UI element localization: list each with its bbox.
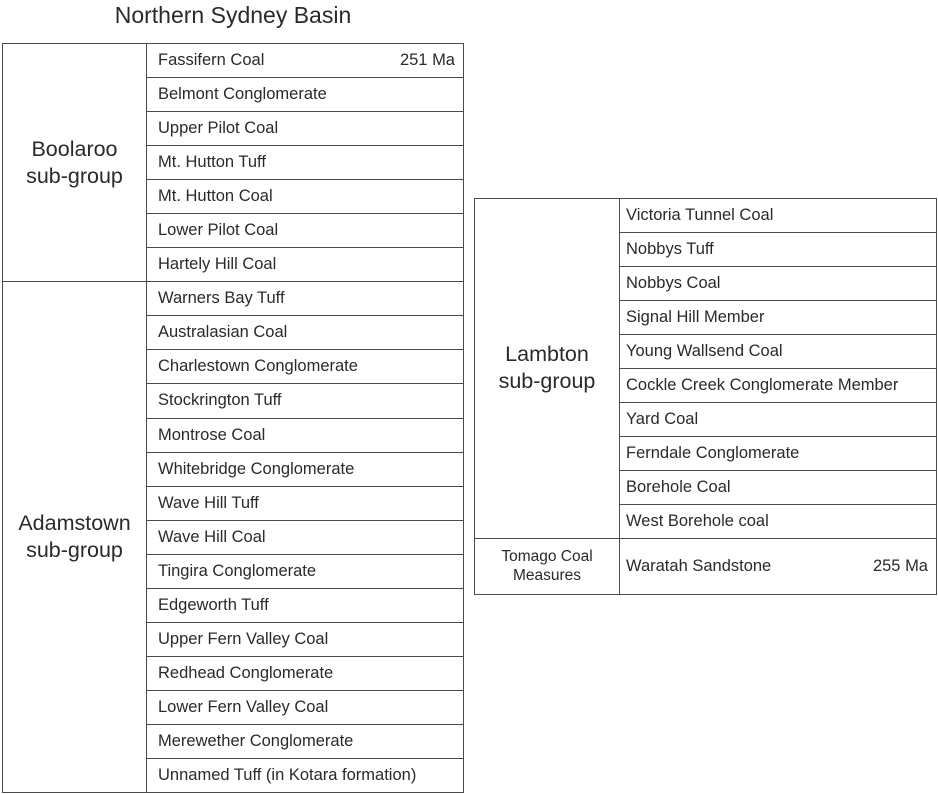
unit-name: Waratah Sandstone: [626, 556, 772, 575]
unit-row: [620, 505, 937, 539]
unit-row: [147, 384, 464, 418]
unit-row: [620, 369, 937, 403]
unit-name: West Borehole coal: [626, 511, 769, 530]
unit-row: [147, 589, 464, 623]
group-label-line1: Lambton: [505, 342, 589, 367]
unit-row: [147, 350, 464, 384]
unit-row: [147, 691, 464, 725]
unit-name: Belmont Conglomerate: [158, 85, 327, 104]
unit-row: [147, 759, 464, 793]
unit-row: [147, 555, 464, 589]
right-stratigraphic-column: [474, 198, 937, 595]
unit-name: Charlestown Conglomerate: [158, 357, 358, 376]
group-label-line2: Measures: [512, 567, 582, 585]
unit-name: Borehole Coal: [626, 477, 731, 496]
age-label: 255 Ma: [872, 556, 928, 575]
unit-row: [147, 419, 464, 453]
group-label-line1: Tomago Coal: [501, 548, 593, 566]
unit-name: Lower Pilot Coal: [158, 221, 279, 240]
diagram-title: Northern Sydney Basin: [114, 2, 352, 28]
unit-name: Australasian Coal: [158, 323, 288, 342]
unit-row: [620, 199, 937, 233]
unit-name: Hartely Hill Coal: [158, 255, 277, 274]
unit-row: [620, 301, 937, 335]
unit-row: [147, 180, 464, 214]
adamstown-subgroup-cell: [3, 282, 147, 793]
tomago-coal-measures-cell: [475, 539, 620, 595]
unit-name: Edgeworth Tuff: [158, 595, 269, 614]
unit-fassifern-coal: [147, 44, 464, 78]
unit-name: Mt. Hutton Coal: [158, 187, 273, 206]
unit-row: [620, 471, 937, 505]
unit-row: [147, 316, 464, 350]
unit-name: Lower Fern Valley Coal: [158, 697, 329, 716]
group-label-line1: Adamstown: [18, 511, 131, 536]
unit-row: [147, 521, 464, 555]
unit-name: Upper Fern Valley Coal: [158, 629, 329, 648]
unit-name: Upper Pilot Coal: [158, 119, 279, 138]
unit-name: Fassifern Coal: [158, 51, 265, 70]
unit-name: Montrose Coal: [158, 425, 266, 444]
unit-row: [620, 403, 937, 437]
unit-name: Signal Hill Member: [626, 307, 765, 326]
group-label-line1: Boolaroo: [31, 136, 118, 161]
unit-row: [147, 248, 464, 282]
group-label-line2: sub-group: [26, 538, 123, 563]
unit-waratah-sandstone: [620, 539, 937, 595]
boolaroo-subgroup-cell: [3, 44, 147, 282]
unit-name: Victoria Tunnel Coal: [626, 205, 774, 224]
left-stratigraphic-column: [2, 43, 464, 793]
unit-row: [147, 453, 464, 487]
unit-row: [620, 335, 937, 369]
unit-name: Redhead Conglomerate: [158, 663, 334, 682]
unit-name: Mt. Hutton Tuff: [158, 153, 266, 172]
unit-name: Young Wallsend Coal: [626, 341, 783, 360]
unit-name: Cockle Creek Conglomerate Member: [626, 375, 899, 394]
unit-name: Nobbys Coal: [626, 273, 721, 292]
unit-row: [620, 233, 937, 267]
unit-name: Wave Hill Tuff: [158, 493, 259, 512]
unit-name: Warners Bay Tuff: [158, 289, 285, 308]
group-label-line2: sub-group: [498, 369, 596, 394]
unit-row: [147, 112, 464, 146]
unit-name: Wave Hill Coal: [158, 527, 266, 546]
unit-name: Nobbys Tuff: [626, 239, 714, 258]
unit-row: [147, 146, 464, 180]
lambton-subgroup-cell: [475, 199, 620, 539]
unit-name: Tingira Conglomerate: [158, 561, 317, 580]
unit-name: Ferndale Conglomerate: [626, 443, 800, 462]
age-label: 251 Ma: [399, 51, 455, 70]
group-label-line2: sub-group: [26, 163, 123, 188]
unit-row: [147, 725, 464, 759]
unit-row: [147, 657, 464, 691]
unit-name: Unnamed Tuff (in Kotara formation): [158, 765, 417, 784]
unit-row: [620, 437, 937, 471]
unit-name: Whitebridge Conglomerate: [158, 459, 355, 478]
unit-name: Merewether Conglomerate: [158, 731, 354, 750]
unit-row: [147, 487, 464, 521]
unit-name: Stockrington Tuff: [158, 391, 282, 410]
unit-row: [620, 267, 937, 301]
unit-row: [147, 623, 464, 657]
unit-row: [147, 282, 464, 316]
unit-name: Yard Coal: [626, 409, 699, 428]
unit-row: [147, 78, 464, 112]
unit-row: [147, 214, 464, 248]
